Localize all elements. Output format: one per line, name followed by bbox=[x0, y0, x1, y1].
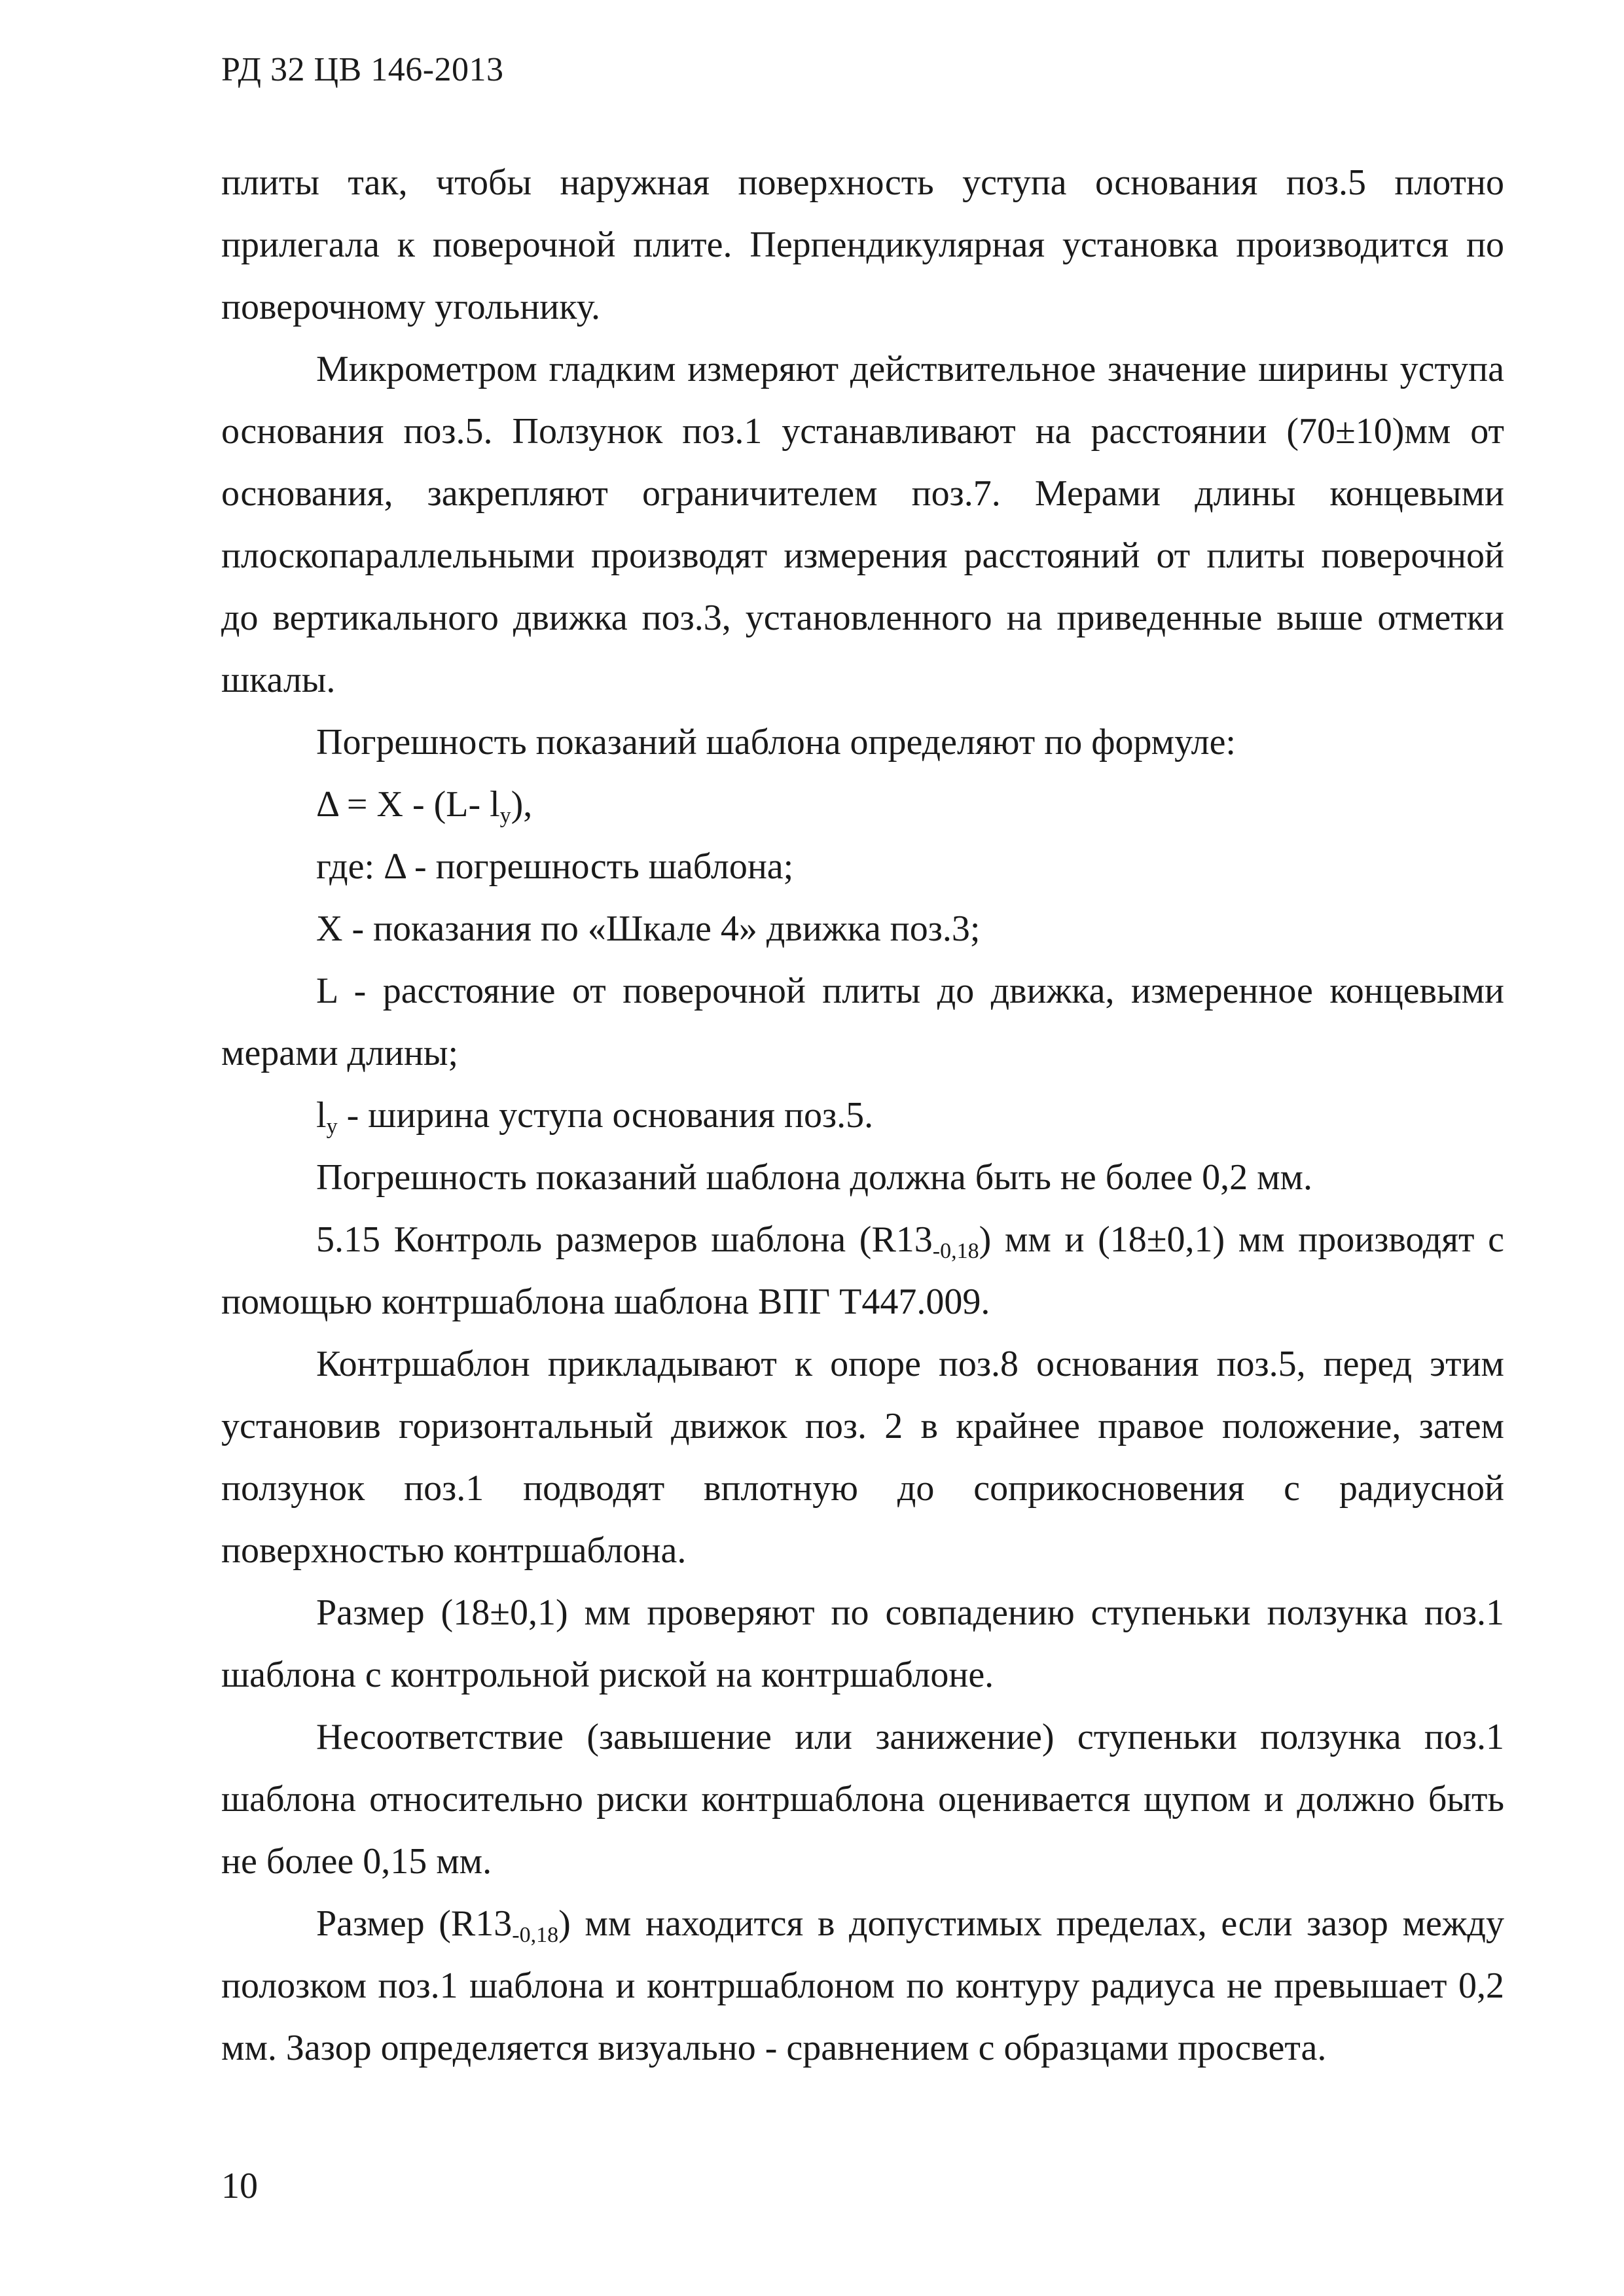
paragraph-plate-placement: плиты так, чтобы наружная поверхность уступа основания поз.5 плотно прилегала к поверочной плите. Перпендикулярная установка производится по поверочному угольнику. bbox=[221, 162, 1504, 327]
document-code-header: РД 32 ЦВ 146-2013 bbox=[221, 51, 504, 88]
paragraph-section-5-15 bbox=[221, 1209, 1504, 1333]
definition-x: X - показания по «Шкале 4» движка поз.3; bbox=[316, 908, 981, 949]
r13-check-subscript: -0,18 bbox=[512, 1923, 559, 1947]
section-5-15-end: ) мм и (18±0,1) мм производят с помощью контршаблона шаблона ВПГ Т447.009. bbox=[221, 1219, 1504, 1322]
r13-check-start: Размер (R13 bbox=[316, 1903, 513, 1944]
definition-ly-symbol: l bbox=[316, 1095, 327, 1136]
paragraph-size-18-check: Размер (18±0,1) мм проверяют по совпадению ступеньки ползунка поз.1 шаблона с контрольной риской на контршаблоне. bbox=[221, 1592, 1504, 1695]
paragraph-error-limit: Погрешность показаний шаблона должна быть не более 0,2 мм. bbox=[316, 1157, 1312, 1198]
definition-ly-text: - ширина уступа основания поз.5. bbox=[337, 1095, 874, 1136]
formula-tail: ), bbox=[511, 784, 533, 825]
paragraph-error-formula-intro: Погрешность показаний шаблона определяют по формуле: bbox=[316, 722, 1236, 762]
paragraph-step-mismatch: Несоответствие (завышение или занижение) ступеньки ползунка поз.1 шаблона относительно риски контршаблона оценивается щупом и должно быть не более 0,15 мм. bbox=[221, 1717, 1504, 1882]
formula-error bbox=[221, 774, 1504, 836]
paragraph-r13-check bbox=[221, 1893, 1504, 2079]
page-number: 10 bbox=[221, 2166, 258, 2206]
r13-check-end: ) мм находится в допустимых пределах, если зазор между полозком поз.1 шаблона и контршаблоном по контуру радиуса не превышает 0,2 мм. Зазор определяется визуально - сравнением с образцами просвета. bbox=[221, 1903, 1505, 2068]
formula-main: Δ = X - (L- l bbox=[316, 784, 500, 825]
definition-ly-subscript: у bbox=[326, 1115, 338, 1139]
section-5-15-subscript: -0,18 bbox=[932, 1239, 979, 1263]
paragraph-counter-template: Контршаблон прикладывают к опоре поз.8 основания поз.5, перед этим установив горизонтальный движок поз. 2 в крайнее правое положение, затем ползунок поз.1 подводят вплотную до соприкосновения с радиусной поверхностью контршаблона. bbox=[221, 1344, 1504, 1571]
definition-l: L - расстояние от поверочной плиты до движка, измеренное концевыми мерами длины; bbox=[221, 971, 1504, 1073]
formula-subscript: у bbox=[499, 804, 511, 828]
definition-ly bbox=[221, 1085, 1504, 1147]
definition-delta: где: Δ - погрешность шаблона; bbox=[316, 846, 794, 887]
section-5-15-start: 5.15 Контроль размеров шаблона (R13 bbox=[316, 1219, 933, 1260]
document-body bbox=[221, 152, 1504, 2079]
paragraph-micrometer-measurement: Микрометром гладким измеряют действительное значение ширины уступа основания поз.5. Ползунок поз.1 устанавливают на расстоянии (70±10)мм от основания, закрепляют ограничителем поз.7. Мерами длины концевыми плоскопараллельными производят измерения расстояний от плиты поверочной до вертикального движка поз.3, установленного на приведенные выше отметки шкалы. bbox=[221, 349, 1504, 700]
